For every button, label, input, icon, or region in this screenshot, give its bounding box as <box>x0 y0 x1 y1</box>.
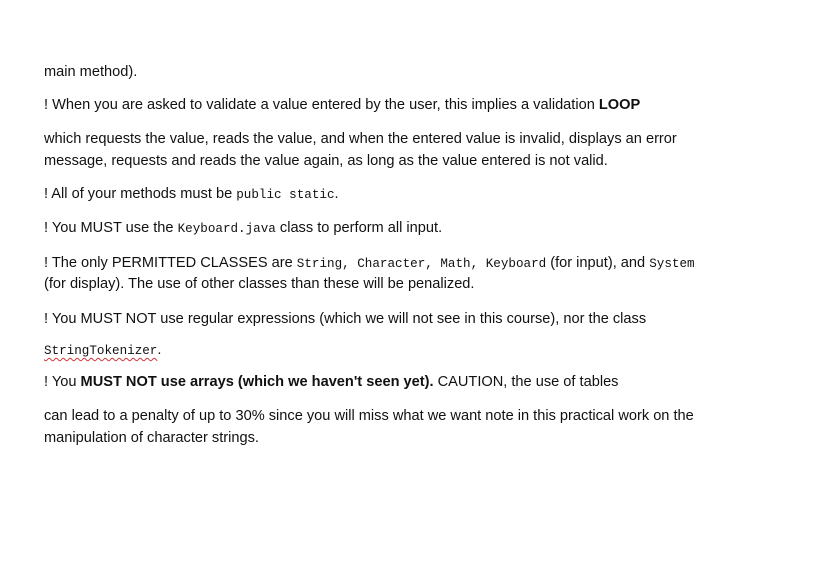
paragraph-text: . <box>157 342 162 358</box>
paragraph-text: main method). <box>44 64 138 80</box>
paragraph-validation-desc-line2 <box>44 151 608 171</box>
code-text: public static <box>236 188 335 202</box>
paragraph-penalty-line2 <box>44 428 259 448</box>
paragraph-text: . <box>334 186 339 202</box>
paragraph-text: can lead to a penalty of up to 30% since you will miss what we want note in this practical work on the <box>44 408 694 424</box>
paragraph-arrays <box>44 372 618 392</box>
paragraph-permitted-classes-line2 <box>44 274 474 294</box>
paragraph-text: ! You MUST use the <box>44 220 178 236</box>
paragraph-text: ! All of your methods must be <box>44 186 237 202</box>
paragraph-text: (for display). The use of other classes than these will be penalized. <box>44 276 475 292</box>
paragraph-text: ! You <box>44 374 81 390</box>
paragraph-text: ! The only PERMITTED CLASSES are <box>44 255 297 271</box>
paragraph-regex-line1 <box>44 309 646 329</box>
paragraph-regex-line2 <box>44 340 161 361</box>
paragraph-validation-loop <box>44 95 640 115</box>
paragraph-text: CAUTION, the use of tables <box>433 374 619 390</box>
code-text-spellcheck: StringTokenizer <box>44 344 158 358</box>
paragraph-main-method <box>44 62 137 82</box>
paragraph-penalty-line1 <box>44 406 694 426</box>
paragraph-text: manipulation of character strings. <box>44 430 259 446</box>
bold-text: MUST NOT use arrays (which we haven't seen yet). <box>80 374 434 390</box>
paragraph-text: (for input), and <box>546 255 650 271</box>
paragraph-text: class to perform all input. <box>275 220 443 236</box>
paragraph-validation-desc-line1 <box>44 129 677 149</box>
paragraph-text: ! You MUST NOT use regular expressions (which we will not see in this course), nor the class <box>44 311 647 327</box>
paragraph-public-static <box>44 184 339 205</box>
paragraph-permitted-classes-line1 <box>44 253 695 274</box>
paragraph-text: which requests the value, reads the value, and when the entered value is invalid, displays an error <box>44 131 677 147</box>
code-text: System <box>649 257 695 271</box>
code-text: Keyboard.java <box>177 222 276 236</box>
paragraph-keyboard-java <box>44 218 442 239</box>
paragraph-text: message, requests and reads the value again, as long as the value entered is not valid. <box>44 153 608 169</box>
bold-text: LOOP <box>598 97 641 113</box>
code-text: String, Character, Math, Keyboard <box>296 257 547 271</box>
paragraph-text: ! When you are asked to validate a value entered by the user, this implies a validation <box>44 97 599 113</box>
